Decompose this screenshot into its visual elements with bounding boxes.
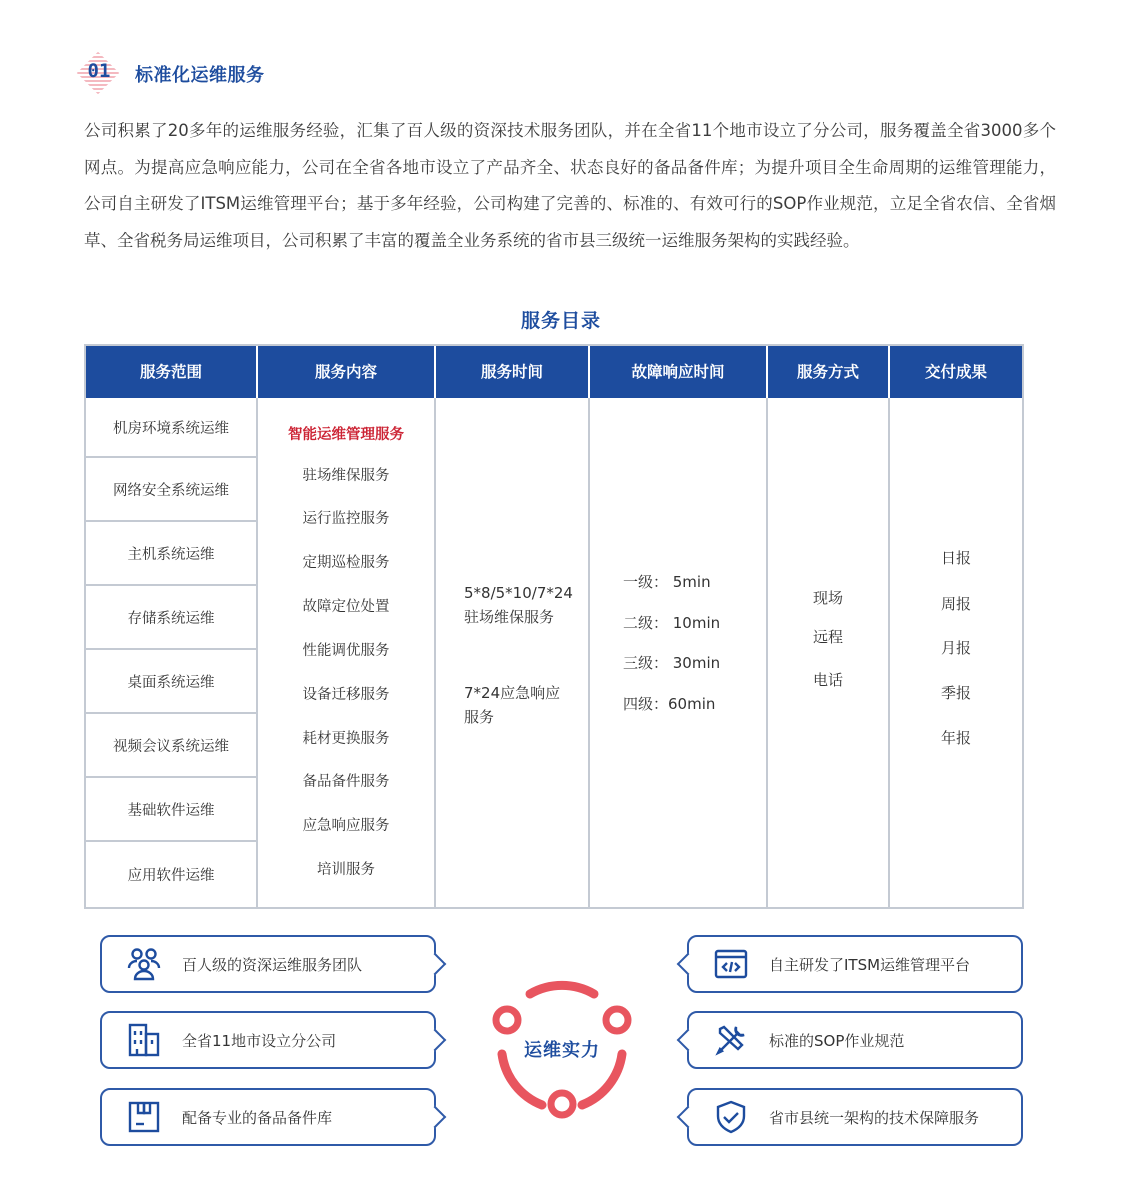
content-item: 定期巡检服务 bbox=[302, 555, 390, 571]
content-item: 运行监控服务 bbox=[302, 511, 390, 527]
column-divider bbox=[434, 346, 436, 907]
shield-check-icon bbox=[711, 1097, 751, 1137]
header-divider bbox=[588, 346, 590, 398]
capability-text: 省市县统一架构的技术保障服务 bbox=[769, 1108, 980, 1127]
section-number-badge bbox=[78, 53, 120, 95]
header-time: 服务时间 bbox=[480, 363, 543, 381]
scope-row: 视频会议系统运维 bbox=[113, 738, 229, 755]
section-number: 01 bbox=[87, 60, 111, 82]
scope-row: 网络安全系统运维 bbox=[113, 482, 229, 499]
content-item: 性能调优服务 bbox=[302, 643, 390, 659]
capability-card-sop bbox=[687, 1011, 1023, 1069]
content-item: 备品备件服务 bbox=[302, 774, 390, 790]
scope-row: 机房环境系统运维 bbox=[113, 420, 229, 437]
capability-text: 自主研发了ITSM运维管理平台 bbox=[769, 955, 971, 974]
center-label: 运维实力 bbox=[524, 1040, 600, 1061]
header-content: 服务内容 bbox=[314, 363, 377, 381]
method-item: 现场 bbox=[812, 589, 843, 607]
capability-text: 百人级的资深运维服务团队 bbox=[182, 955, 363, 974]
header-method: 服务方式 bbox=[796, 363, 859, 381]
service-catalog-table bbox=[84, 344, 1024, 909]
section-header bbox=[78, 52, 265, 96]
deliverable-item: 年报 bbox=[940, 729, 971, 747]
capability-card-branches bbox=[100, 1011, 436, 1069]
column-divider bbox=[588, 346, 590, 907]
section-title: 标准化运维服务 bbox=[135, 65, 265, 86]
header-divider bbox=[766, 346, 768, 398]
table-header bbox=[86, 346, 1022, 398]
capability-card-itsm bbox=[687, 935, 1023, 993]
content-item-highlight: 智能运维管理服务 bbox=[288, 427, 404, 443]
capability-text: 配备专业的备品备件库 bbox=[182, 1108, 333, 1127]
capability-card-team bbox=[100, 935, 436, 993]
header-divider bbox=[888, 346, 890, 398]
code-window-icon bbox=[711, 944, 751, 984]
warehouse-icon bbox=[124, 1097, 164, 1137]
content-item: 故障定位处置 bbox=[302, 599, 390, 615]
service-time-emergency: 7*24应急响应服务 bbox=[464, 684, 561, 726]
deliverable-item: 日报 bbox=[940, 549, 971, 567]
capability-text: 标准的SOP作业规范 bbox=[769, 1031, 905, 1050]
header-scope: 服务范围 bbox=[139, 363, 202, 381]
response-level-2: 二级： 10min bbox=[623, 614, 721, 632]
header-response: 故障响应时间 bbox=[631, 363, 725, 381]
content-item: 耗材更换服务 bbox=[302, 731, 390, 747]
response-level-3: 三级： 30min bbox=[623, 654, 721, 672]
intro-paragraph: 公司积累了20多年的运维服务经验，汇集了百人级的资深技术服务团队，并在全省11个地市设立了分公司，服务覆盖全省3000多个网点。为提高应急响应能力，公司在全省各地市设立了产品齐全、状态良好的备品备件库；为提升项目全生命周期的运维管理能力，公司自主研发了ITSM运维管理平台；基于多年经验，公司构建了完善的、标准的、有效可行的SOP作业规范，立足全省农信、全省烟草、全省税务局运维项目，公司积累了丰富的覆盖全业务系统的省市县三级统一运维服务架构的实践经验。 bbox=[84, 121, 1056, 250]
capability-text: 全省11地市设立分公司 bbox=[182, 1031, 337, 1050]
scope-row: 桌面系统运维 bbox=[127, 674, 215, 691]
content-item: 驻场维保服务 bbox=[302, 468, 390, 484]
scope-row: 存储系统运维 bbox=[127, 610, 215, 627]
method-item: 远程 bbox=[812, 628, 843, 646]
header-deliverables: 交付成果 bbox=[924, 363, 987, 381]
catalog-title: 服务目录 bbox=[520, 310, 601, 332]
capability-card-spare-parts bbox=[100, 1088, 436, 1146]
header-divider bbox=[256, 346, 258, 398]
response-level-1: 一级： 5min bbox=[623, 573, 711, 591]
scope-row: 主机系统运维 bbox=[127, 546, 215, 563]
content-item: 设备迁移服务 bbox=[302, 687, 390, 703]
content-item: 应急响应服务 bbox=[302, 818, 390, 834]
column-divider bbox=[888, 346, 890, 907]
service-time-onsite: 5*8/5*10/7*24驻场维保服务 bbox=[464, 584, 573, 626]
method-item: 电话 bbox=[812, 671, 843, 689]
team-icon bbox=[124, 944, 164, 984]
tools-icon bbox=[711, 1020, 751, 1060]
deliverable-item: 季报 bbox=[940, 684, 971, 702]
header-divider bbox=[434, 346, 436, 398]
building-icon bbox=[124, 1020, 164, 1060]
content-item: 培训服务 bbox=[317, 862, 375, 878]
scope-row: 基础软件运维 bbox=[127, 802, 215, 819]
scope-row: 应用软件运维 bbox=[127, 868, 215, 884]
capability-card-architecture bbox=[687, 1088, 1023, 1146]
deliverable-item: 周报 bbox=[940, 595, 971, 613]
response-level-4: 四级：60min bbox=[623, 695, 716, 713]
deliverable-item: 月报 bbox=[940, 639, 971, 657]
